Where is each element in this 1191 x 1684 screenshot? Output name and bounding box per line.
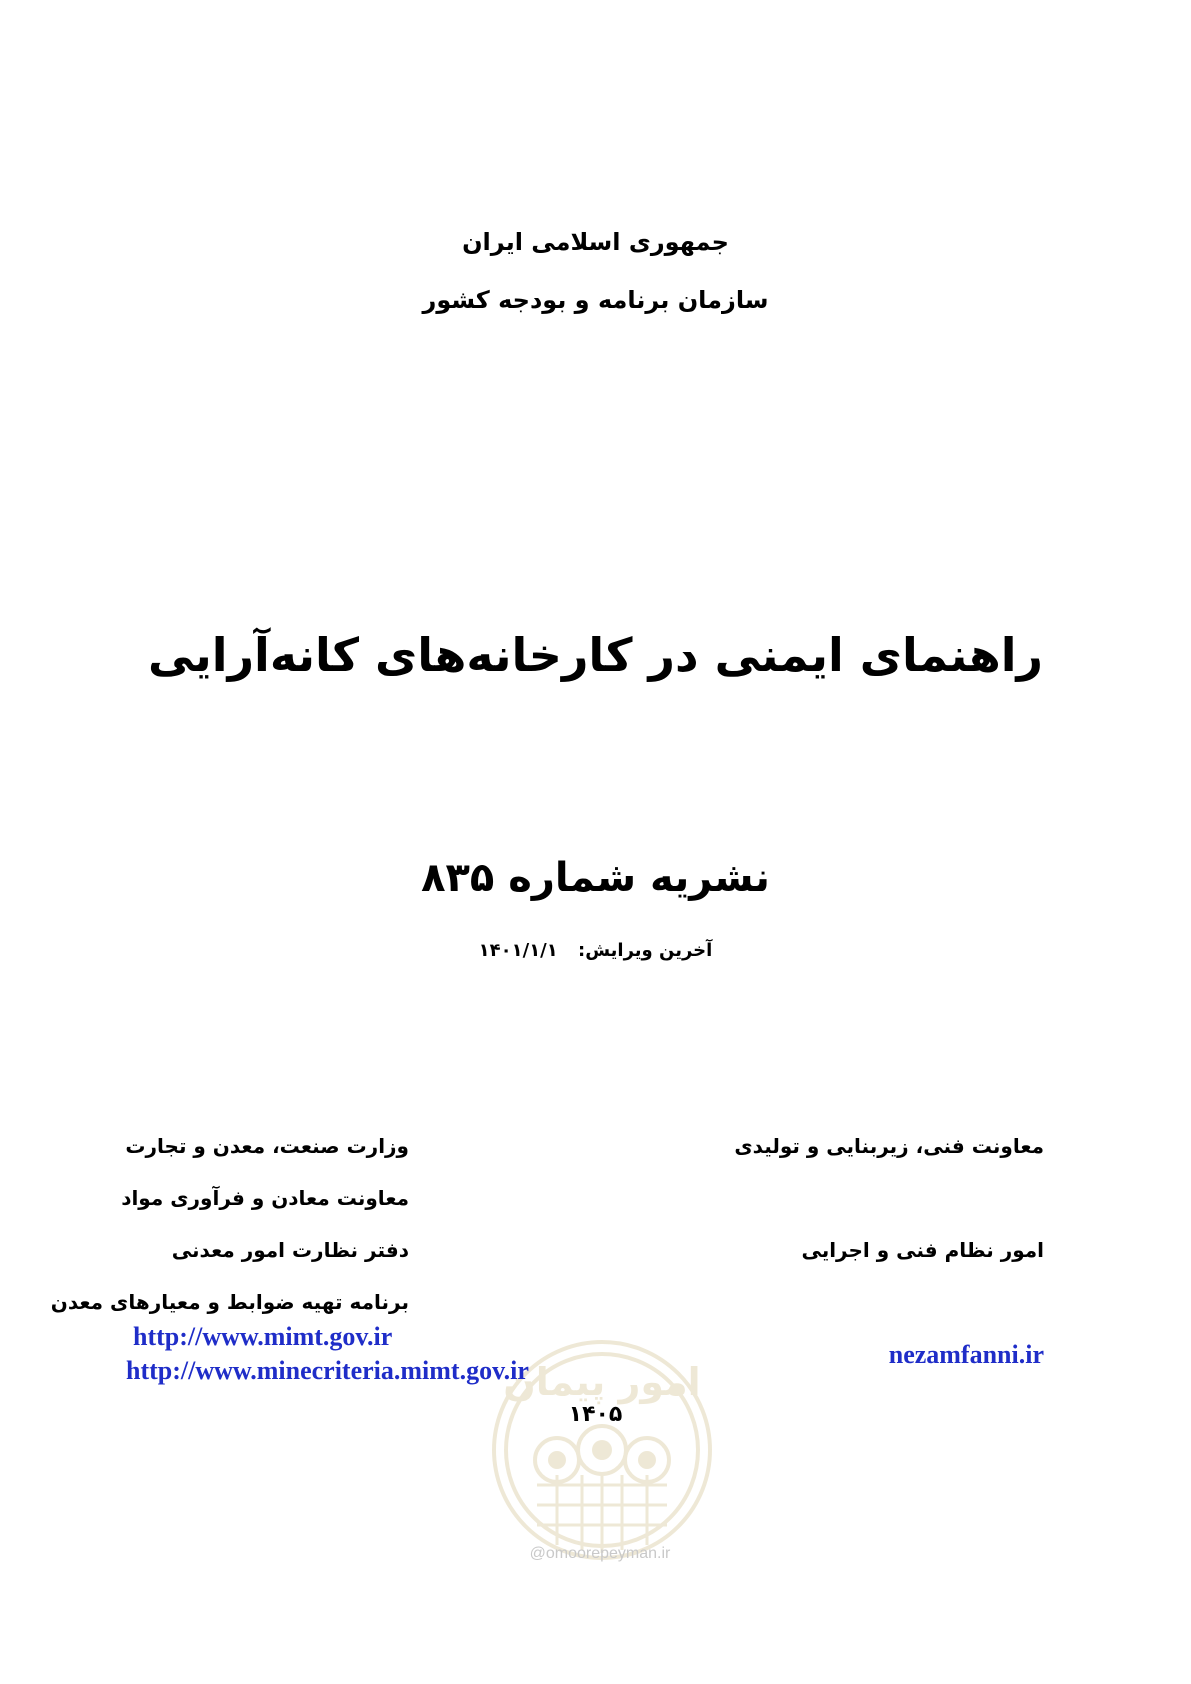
publication-year: ۱۴۰۵ xyxy=(568,1402,623,1427)
watermark-caption: @omoorepeyman.ir xyxy=(529,1545,671,1562)
ministry-name: وزارت صنعت، معدن و تجارت xyxy=(125,1134,409,1158)
publication-number: نشریه شماره ۸۳۵ xyxy=(421,855,770,901)
nezamfanni-website-link[interactable]: nezamfanni.ir xyxy=(888,1340,1044,1369)
document-title: راهنمای ایمنی در کارخانه‌های کانه‌آرایی xyxy=(148,628,1043,682)
minecriteria-website-link[interactable]: http://www.minecriteria.mimt.gov.ir xyxy=(126,1356,529,1385)
last-edit-date: ۱۴۰۱/۱/۱ xyxy=(478,940,558,961)
mining-program: برنامه تهیه ضوابط و معیارهای معدن xyxy=(50,1290,409,1314)
mining-deputy: معاونت معادن و فرآوری مواد xyxy=(121,1186,409,1210)
technical-deputy: معاونت فنی، زیربنایی و تولیدی xyxy=(734,1134,1044,1158)
country-name: جمهوری اسلامی ایران xyxy=(462,228,729,256)
mimt-website-link[interactable]: http://www.mimt.gov.ir xyxy=(133,1322,393,1351)
last-edit-line xyxy=(0,940,1191,961)
mining-office: دفتر نظارت امور معدنی xyxy=(171,1238,409,1262)
organization-name: سازمان برنامه و بودجه کشور xyxy=(422,286,769,314)
technical-affairs: امور نظام فنی و اجرایی xyxy=(801,1238,1044,1262)
watermark-logo-text: امور پیمان xyxy=(503,1360,701,1404)
last-edit-label: آخرین ویرایش: xyxy=(578,940,713,961)
